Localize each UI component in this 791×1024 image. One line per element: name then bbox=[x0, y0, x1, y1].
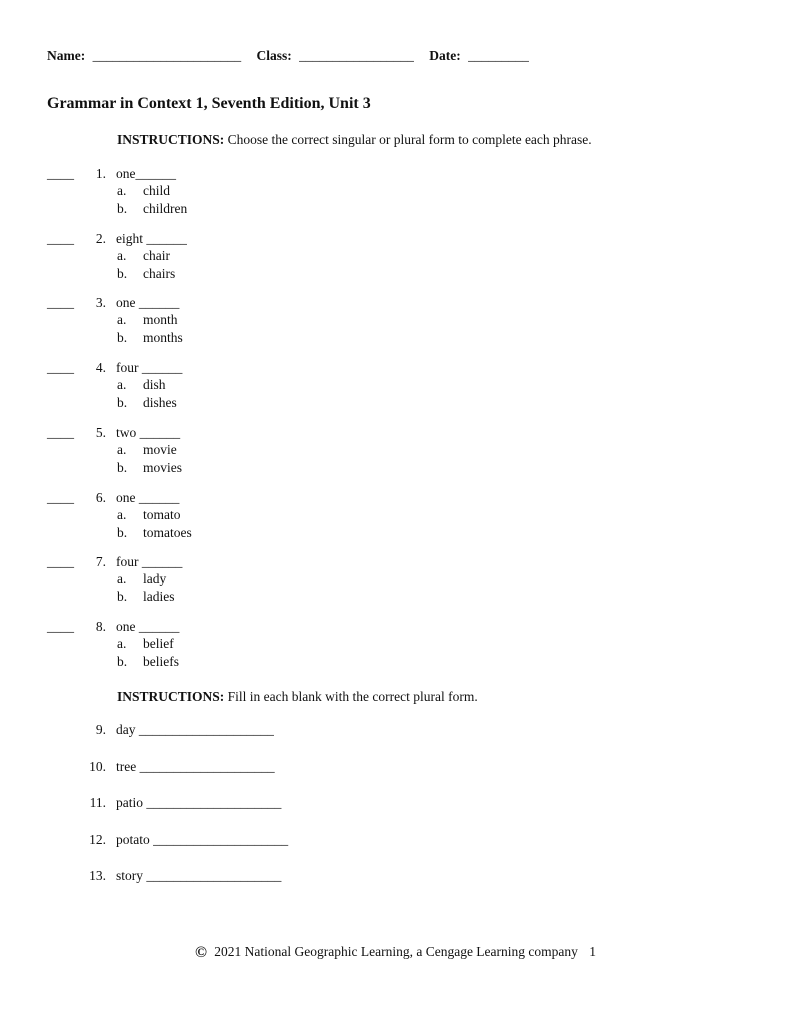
question-stem: four ______ bbox=[116, 360, 183, 375]
question-stem: one______ bbox=[116, 166, 176, 181]
option-text: month bbox=[143, 312, 178, 327]
fill-in-blank[interactable]: story ____________________ bbox=[116, 868, 282, 883]
question-number: 9. bbox=[95, 722, 106, 737]
date-blank: _________ bbox=[468, 48, 529, 63]
section2-instructions bbox=[117, 689, 478, 705]
footer bbox=[0, 944, 791, 962]
question-number: 4. bbox=[95, 360, 106, 375]
option-text: children bbox=[143, 201, 188, 216]
question-number: 13. bbox=[89, 868, 106, 883]
section1-instructions-text: Choose the correct singular or plural form to complete each phrase. bbox=[227, 132, 592, 147]
question-stem: one ______ bbox=[116, 295, 180, 310]
question-stem: two ______ bbox=[116, 425, 181, 440]
question-stem: one ______ bbox=[116, 490, 180, 505]
section2-instructions-label: INSTRUCTIONS: bbox=[117, 689, 225, 704]
option-text: movie bbox=[143, 442, 177, 457]
question-number: 11. bbox=[89, 795, 106, 810]
option-letter: b. bbox=[117, 201, 128, 216]
question-number: 3. bbox=[95, 295, 106, 310]
answer-blank[interactable]: ____ bbox=[47, 490, 74, 505]
footer-text: 2021 National Geographic Learning, a Cengage Learning company bbox=[214, 944, 578, 959]
class-label: Class: bbox=[256, 48, 292, 63]
answer-blank[interactable]: ____ bbox=[47, 360, 74, 375]
option-letter: a. bbox=[117, 248, 127, 263]
option-letter: a. bbox=[117, 571, 127, 586]
page-number: 1 bbox=[589, 944, 597, 959]
option-letter: b. bbox=[117, 395, 128, 410]
option-letter: b. bbox=[117, 654, 128, 669]
fill-in-blank[interactable]: tree ____________________ bbox=[116, 759, 275, 774]
option-text: child bbox=[143, 183, 170, 198]
question-stem: four ______ bbox=[116, 554, 183, 569]
option-letter: b. bbox=[117, 525, 128, 540]
option-text: chair bbox=[143, 248, 170, 263]
question-number: 2. bbox=[95, 231, 106, 246]
answer-blank[interactable]: ____ bbox=[47, 425, 74, 440]
question-number: 10. bbox=[89, 759, 106, 774]
option-letter: a. bbox=[117, 636, 127, 651]
student-info-header bbox=[47, 48, 529, 64]
question-number: 12. bbox=[89, 832, 106, 847]
option-text: movies bbox=[143, 460, 182, 475]
date-label: Date: bbox=[429, 48, 461, 63]
answer-blank[interactable]: ____ bbox=[47, 295, 74, 310]
option-text: beliefs bbox=[143, 654, 179, 669]
question-stem: eight ______ bbox=[116, 231, 187, 246]
section2-instructions-text: Fill in each blank with the correct plural form. bbox=[227, 689, 478, 704]
question-number: 8. bbox=[95, 619, 106, 634]
question-stem: one ______ bbox=[116, 619, 180, 634]
answer-blank[interactable]: ____ bbox=[47, 554, 74, 569]
option-text: chairs bbox=[143, 266, 176, 281]
name-blank: ______________________ bbox=[92, 48, 242, 63]
option-text: belief bbox=[143, 636, 174, 651]
fill-in-blank[interactable]: day ____________________ bbox=[116, 722, 274, 737]
option-letter: b. bbox=[117, 330, 128, 345]
answer-blank[interactable]: ____ bbox=[47, 166, 74, 181]
copyright-icon: © bbox=[194, 944, 207, 961]
option-letter: b. bbox=[117, 266, 128, 281]
question-number: 1. bbox=[95, 166, 106, 181]
question-number: 5. bbox=[95, 425, 106, 440]
option-letter: a. bbox=[117, 442, 127, 457]
option-text: lady bbox=[143, 571, 167, 586]
option-text: tomato bbox=[143, 507, 181, 522]
page-title: Grammar in Context 1, Seventh Edition, Unit 3 bbox=[47, 95, 371, 112]
option-text: months bbox=[143, 330, 183, 345]
question-number: 7. bbox=[95, 554, 106, 569]
option-letter: b. bbox=[117, 589, 128, 604]
section1-instructions-label: INSTRUCTIONS: bbox=[117, 132, 225, 147]
question-number: 6. bbox=[95, 490, 106, 505]
option-text: ladies bbox=[143, 589, 175, 604]
option-letter: a. bbox=[117, 507, 127, 522]
answer-blank[interactable]: ____ bbox=[47, 619, 74, 634]
section1-instructions bbox=[117, 132, 592, 148]
option-letter: a. bbox=[117, 183, 127, 198]
option-letter: a. bbox=[117, 312, 127, 327]
option-text: dish bbox=[143, 377, 166, 392]
option-letter: b. bbox=[117, 460, 128, 475]
name-label: Name: bbox=[47, 48, 86, 63]
fill-in-blank[interactable]: potato ____________________ bbox=[116, 832, 289, 847]
fill-in-blank[interactable]: patio ____________________ bbox=[116, 795, 282, 810]
class-blank: _________________ bbox=[299, 48, 414, 63]
option-text: dishes bbox=[143, 395, 177, 410]
option-text: tomatoes bbox=[143, 525, 192, 540]
answer-blank[interactable]: ____ bbox=[47, 231, 74, 246]
option-letter: a. bbox=[117, 377, 127, 392]
